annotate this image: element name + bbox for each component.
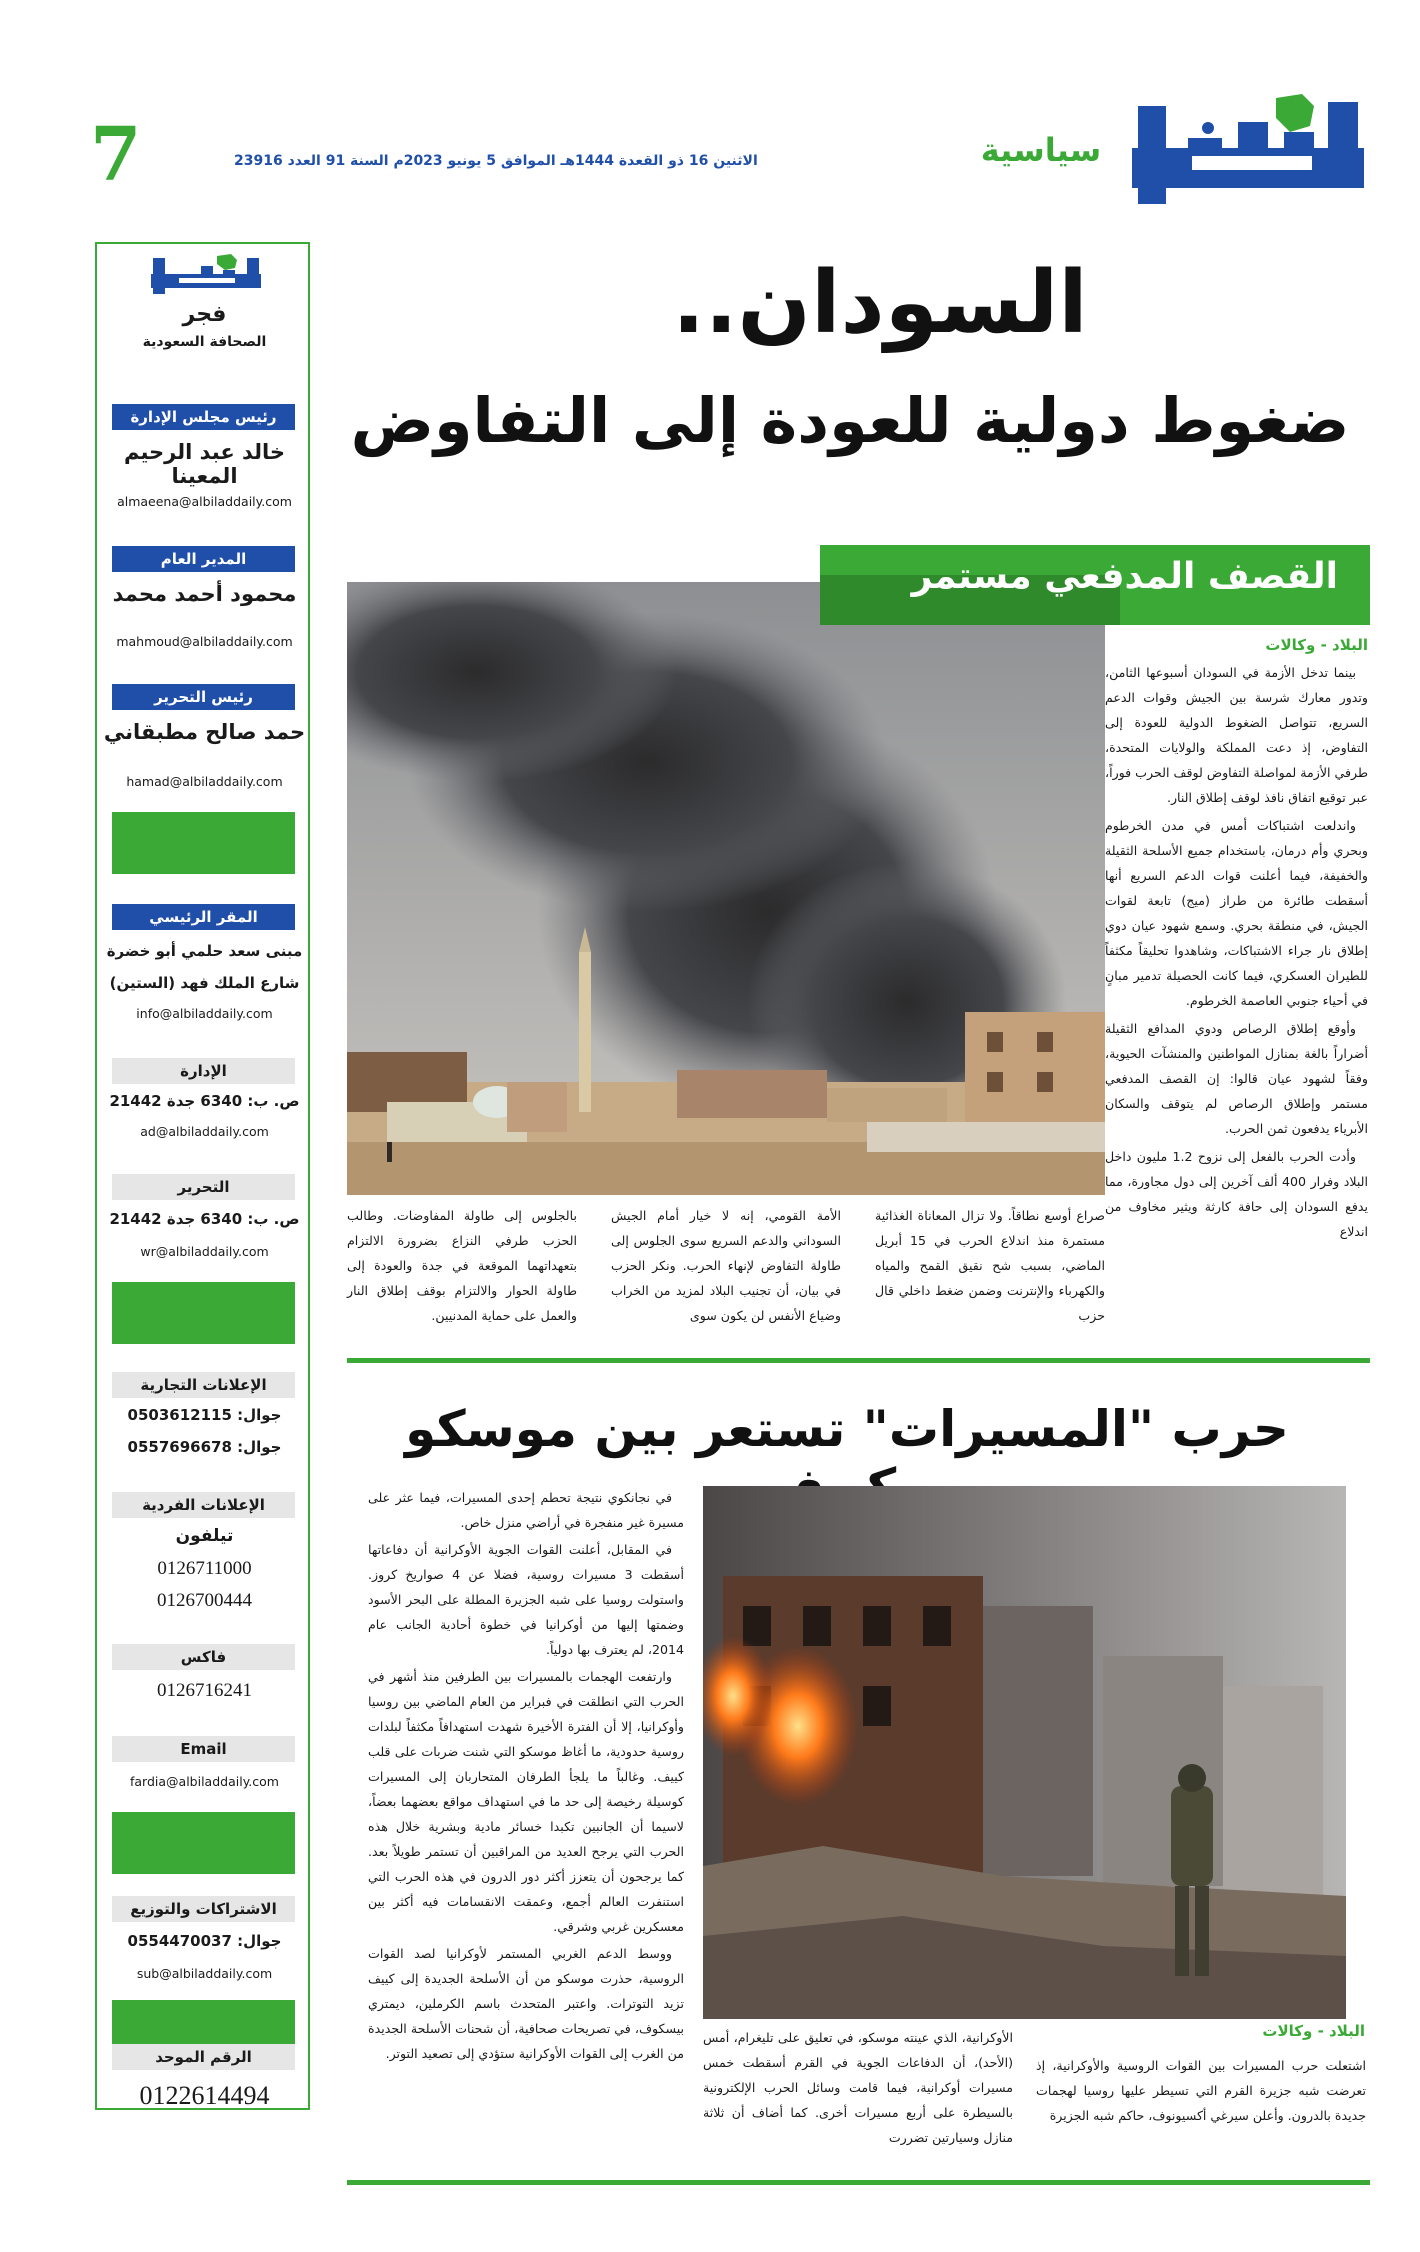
email-heading: Email: [112, 1736, 295, 1762]
editor-heading: رئيس التحرير: [112, 684, 295, 710]
chairman-heading: رئيس مجلس الإدارة: [112, 404, 295, 430]
chairman-email: almaeena@albiladdaily.com: [117, 494, 292, 509]
section-label: سياسية: [980, 131, 1102, 169]
phone-label: تيلفون: [175, 1526, 234, 1546]
commercial-mobile-2: جوال: 0557696678: [127, 1438, 282, 1456]
masthead: [0, 0, 1420, 240]
story2-column-right: اشتعلت حرب المسيرات بين القوات الروسية والأوكرانية، إذ تعرضت شبه جزيرة القرم التي تسيطر عليها روسيا لهجمات جديدة بالدرون. وأعلن سيرغي أكسيونوف، حاكم شبه الجزيرة: [1036, 2058, 1366, 2123]
green-block: [112, 1812, 295, 1874]
admin-email: ad@albiladdaily.com: [140, 1124, 269, 1139]
hq-heading: المقر الرئيسي: [112, 904, 295, 930]
sidebar-subtagline: الصحافة السعودية: [142, 334, 267, 350]
story1-column-1: [1105, 660, 1368, 1247]
story1-paragraph: وأدت الحرب بالفعل إلى نزوح 1.2 مليون داخل البلاد وفرار 400 ألف آخرين إلى دول مجاورة، مما يدفع السودان إلى حافة كارثة ويثير مخاوف من اندلاع: [1105, 1149, 1368, 1239]
unified-number-heading: الرقم الموحد: [112, 2044, 295, 2070]
story1-byline: البلاد - وكالات: [1265, 636, 1368, 654]
subscriptions-heading: الاشتراكات والتوزيع: [112, 1896, 295, 1922]
green-block: [112, 1282, 295, 1344]
story1-bottom-column-left: بالجلوس إلى طاولة المفاوضات. وطالب الحزب طرفي النزاع بضرورة الالتزام بتعهداتهما الموقعة في جدة والعودة إلى طاولة الحوار والالتزام بوقف إطلاق النار والعمل على حماية المدنيين.: [347, 1208, 577, 1323]
story2-byline: البلاد - وكالات: [1262, 2022, 1365, 2040]
sudan-smoke-photo: [347, 582, 1105, 1195]
hq-line-1: مبنى سعد حلمي أبو خضرة: [106, 942, 303, 960]
story1-headline: ضغوط دولية للعودة إلى التفاوض: [350, 384, 1350, 457]
phone-number-1: 0126711000: [157, 1558, 252, 1579]
sidebar-tagline: فجر: [182, 302, 227, 327]
chairman-name: خالد عبد الرحيم المعينا: [123, 440, 286, 488]
story2-column-middle: الأوكرانية، الذي عينته موسكو، في تعليق على تليغرام، أمس (الأحد)، أن الدفاعات الجوية في القرم أسقطت خمس مسيرات أوكرانية، فيما قامت وسائل الحرب الإلكترونية بالسيطرة على أربع مسيرات أخرى. كما أضاف أن ثلاثة منازل وسيارتين تضررت: [703, 2030, 1013, 2145]
story2-paragraph: ووسط الدعم الغربي المستمر لأوكرانيا لصد القوات الروسية، حذرت موسكو من أن الأسلحة الجديدة إلى كييف تزيد التوترات. واعتبر المتحدث باسم الكرملين، ديمتري بيسكوف، في تصريحات صحافية، أن شحنات الأسلحة الجديدة من الغرب إلى القوات الأوكرانية ستؤدي إلى تصعيد التوتر.: [368, 1946, 684, 2061]
commercial-mobile-1: جوال: 0503612115: [127, 1406, 282, 1424]
green-block: [112, 812, 295, 874]
unified-number: 0122614494: [139, 2081, 270, 2110]
story1-paragraph: وأوقع إطلاق الرصاص ودوي المدافع الثقيلة أضراراً بالغة بمنازل المواطنين والمنشآت الحيوية، وفقاً لشهود عيان قالوا: إن القصف المدفعي مستمر وإطلاق الرصاص لم يتوقف والسكان الأبرياء يدفعون ثمن الحرب.: [1105, 1021, 1368, 1136]
subscriptions-email: sub@albiladdaily.com: [136, 1966, 273, 1981]
subscriptions-mobile: جوال: 0554470037: [127, 1932, 282, 1950]
story2-paragraph: في المقابل، أعلنت القوات الجوية الأوكرانية أن دفاعاتها أسقطت 3 مسيرات روسية، فضلا عن 4 صواريخ كروز. واستولت روسيا على شبه الجزيرة المطلة على البحر الأسود وضمتها إليها من أوكرانيا في خطوة أحادية الجانب عام 2014، لم يعترف بها دولياً.: [368, 1542, 684, 1657]
individual-ads-heading: الإعلانات الفردية: [112, 1492, 295, 1518]
editorial-pobox: ص. ب: 6340 جدة 21442: [109, 1210, 300, 1228]
albilad-logo: [1126, 92, 1368, 204]
story2-paragraph: في نجانكوي نتيجة تحطم إحدى المسيرات، فيما عثر على مسيرة غير منفجرة في أراضي منزل خاص.: [368, 1490, 684, 1530]
story2-column-left: [368, 1485, 684, 2068]
phone-number-2: 0126700444: [157, 1590, 252, 1611]
fax-heading: فاكس: [112, 1644, 295, 1670]
war-ruins-photo: [703, 1486, 1346, 2019]
editor-name: حمد صالح مطبقاني: [103, 720, 306, 744]
gm-heading: المدير العام: [112, 546, 295, 572]
fax-number: 0126716241: [157, 1680, 252, 1701]
bottom-divider: [347, 2180, 1370, 2185]
story2-paragraph: وارتفعت الهجمات بالمسيرات بين الطرفين منذ أشهر في الحرب التي انطلقت في فبراير من العام الماضي بين روسيا وأوكرانيا، إلا أن الفترة الأخيرة شهدت استهدافاً مكثفاً لبلدات روسية حدودية، ما أغاظ موسكو التي شنت ضربات على قلب كييف. وغالباً ما يلجأ الطرفان المتحاربان إلى المسيرات كوسيلة رخيصة إلى حد ما في استهداف مواقع بعضهما بعضاً، لاسيما أن الجانبين تكبدا خسائر مادية وبشرية خلال هذه الحرب التي يرجح العديد من المراقبين أن تستمر طويلاً بعد. كما يرجحون أن يتعزز أكثر دور الدرون في هذه الحرب التي استنفرت العالم أجمع، وعمقت الانقسامات فيه أكثر بين معسكرين غربي وشرقي.: [368, 1669, 684, 1934]
editorial-email: wr@albiladdaily.com: [140, 1244, 269, 1259]
story2-headline: حرب "المسيرات" تستعر بين موسكو: [405, 1400, 1289, 1458]
story1-bottom-column-middle: الأمة القومي، إنه لا خيار أمام الجيش السوداني والدعم السريع سوى الجلوس إلى طاولة التفاوض لإنهاء الحرب. ونكر الحزب في بيان، أن تجنيب البلاد لمزيد من الخراب وضياع الأنفس لن يكون سوى: [611, 1208, 841, 1323]
staff-box: [95, 242, 310, 2110]
editor-email: hamad@albiladdaily.com: [126, 774, 283, 789]
sidebar-logo: [147, 254, 265, 294]
hq-email: info@albiladdaily.com: [136, 1006, 273, 1021]
admin-heading: الإدارة: [112, 1058, 295, 1084]
hq-line-2: شارع الملك فهد (الستين): [109, 974, 300, 992]
story1-bottom-column-right: صراع أوسع نطاقاً. ولا تزال المعاناة الغذائية مستمرة منذ اندلاع الحرب في 15 أبريل الماضي، بسبب شح نقيق القمح والمياه والكهرباء والإنترنت وضمن ضغط داخلي قال حزب: [875, 1208, 1105, 1323]
fardia-email: fardia@albiladdaily.com: [130, 1774, 279, 1789]
section-divider: [347, 1358, 1370, 1363]
dateline: الاثنين 16 ذو القعدة 1444هـ الموافق 5 يونيو 2023م السنة 91 العدد 23916: [234, 153, 758, 169]
admin-pobox: ص. ب: 6340 جدة 21442: [109, 1092, 300, 1110]
commercial-ads-heading: الإعلانات التجارية: [112, 1372, 295, 1398]
page-number: 7: [90, 112, 142, 198]
gm-name: محمود أحمد محمد: [112, 582, 297, 606]
story1-paragraph: بينما تدخل الأزمة في السودان أسبوعها الثامن، وتدور معارك شرسة بين الجيش وقوات الدعم السريع، تتواصل الضغوط الدولية للعودة إلى التفاوض، إذ دعت المملكة والولايات المتحدة، طرفي الأزمة لمواصلة التفاوض لوقف الحرب فوراً، عبر توقيع اتفاق نافذ لوقف إطلاق النار.: [1105, 665, 1368, 805]
story1-paragraph: واندلعت اشتباكات أمس في مدن الخرطوم وبحري وأم درمان، باستخدام جميع الأسلحة الثقيلة والخفيفة، فيما أعلنت قوات الدعم السريع أنها أسقطت طائرة من طراز (ميج) تابعة لقوات الجيش، في منطقة بحري. وسمع شهود عيان دوي إطلاق نار جراء الاشتباكات، وشاهدوا تحليقاً مكثفاً للطيران العسكري، فيما كانت الحصيلة تدمير مبانٍ في أحياء جنوبي العاصمة الخرطوم.: [1105, 818, 1368, 1008]
editorial-heading: التحرير: [112, 1174, 295, 1200]
story1-kicker: السودان..: [672, 253, 1088, 353]
story1-subhead: القصف المدفعي مستمر: [911, 556, 1338, 597]
story1-bottom-columns: [347, 1203, 1105, 1321]
gm-email: mahmoud@albiladdaily.com: [116, 634, 293, 649]
